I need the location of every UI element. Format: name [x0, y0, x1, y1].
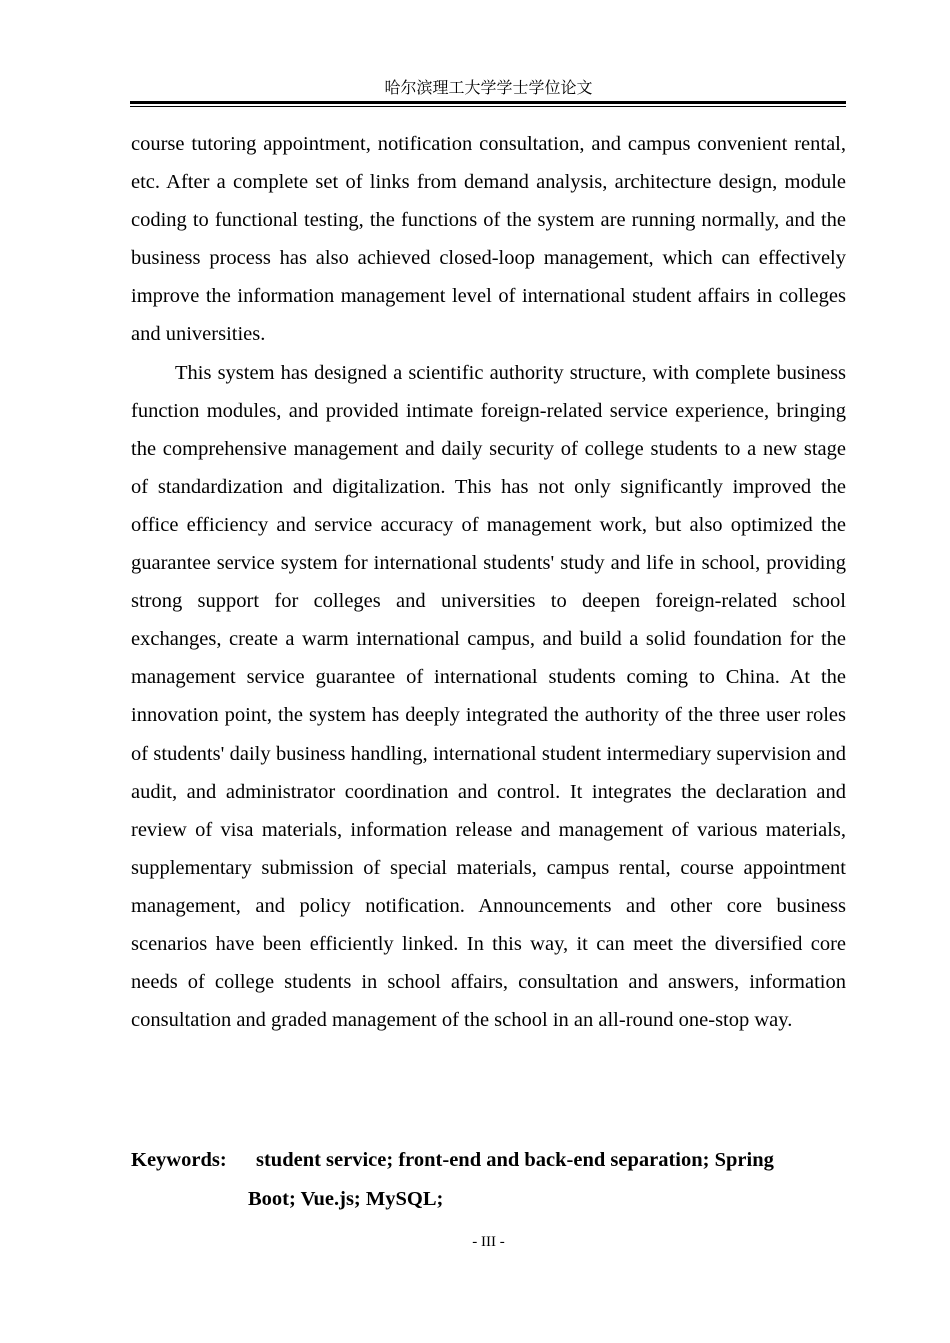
paragraph-continued: course tutoring appointment, notification consultation, and campus convenient rental, etc. After a complete set of links from demand analysis, architecture design, module coding to functional testing, the functions of the system are running normally, and the business process has also achieved closed-loop management, which can effectively improve the information management level of international student affairs in colleges and universities. [131, 133, 846, 346]
paragraph-system-design: This system has designed a scientific authority structure, with complete business function modules, and provided intimate foreign-related service experience, bringing the comprehensive management and daily security of college students to a new stage of standardization and digitalization. This has not only significantly improved the office efficiency and service accuracy of management work, but also optimized the guarantee service system for international students' study and life in school, providing strong support for colleges and universities to deepen foreign-related school exchanges, create a warm international campus, and build a solid foundation for the management service guarantee of international students coming to China. At the innovation point, the system has deeply integrated the authority of the three user roles of students' daily business handling, international student intermediary supervision and audit, and administrator coordination and control. It integrates the declaration and review of visa materials, information release and management of various materials, supplementary submission of special materials, campus rental, course appointment management, and policy notification. Announcements and other core business scenarios have been efficiently linked. In this way, it can meet the diversified core needs of college students in school affairs, consultation and answers, information consultation and graded management of the school in an all-round one-stop way. [131, 361, 846, 1032]
page-header: 哈尔滨理工大学学士学位论文 [384, 78, 593, 97]
keywords-text-2: Boot; Vue.js; MySQL; [248, 1187, 444, 1210]
body-text [131, 125, 846, 1039]
header-rule-thick [130, 101, 846, 104]
keywords-label: Keywords: [131, 1149, 227, 1171]
keywords-line-1 [131, 1141, 846, 1180]
page-number: - III - [472, 1234, 505, 1250]
keywords-block [131, 1141, 846, 1218]
keywords-text-1: student service; front-end and back-end separation; Spring [256, 1149, 774, 1171]
header-rule-thin [130, 106, 846, 107]
